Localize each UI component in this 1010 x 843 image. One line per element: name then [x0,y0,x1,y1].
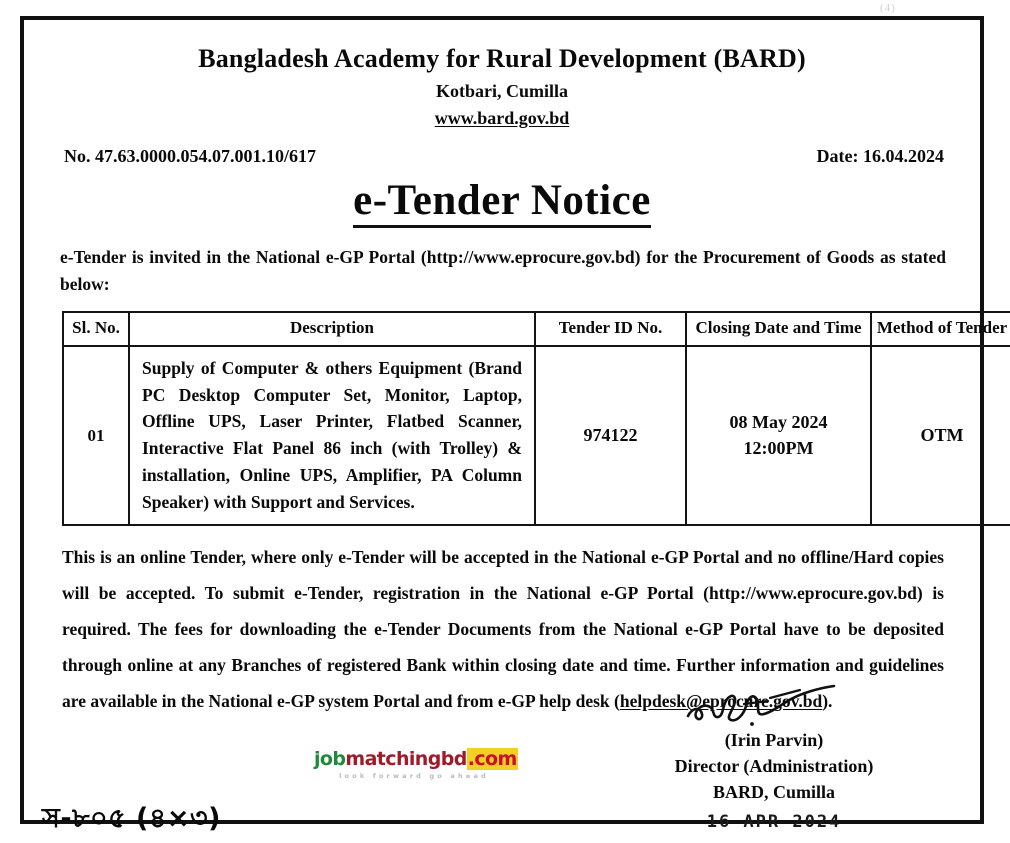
closing-date: 08 May 2024 [729,412,828,433]
watermark-part-matching: matchingbd [345,748,467,770]
cell-sl-no: 01 [63,346,129,526]
table-row [63,346,1010,526]
footer-code: স-৮০৫ (৪×৩) [42,803,221,834]
document-inner-content [24,20,1008,834]
organization-name: Bangladesh Academy for Rural Development (BARD) [198,44,806,73]
closing-time: 12:00PM [743,437,814,458]
scan-artifact-mark: (4) [880,2,896,14]
helpdesk-email-link[interactable]: helpdesk@eprocure.gov.bd [619,690,823,711]
table-header-row [63,312,1010,346]
signatory-organization: BARD, Cumilla [712,782,835,802]
signatory-designation: Director (Administration) [674,756,874,776]
organization-website-row [46,108,958,129]
memo-number-prefix: No. 47.63.0000.054.07.001.10/ [64,145,289,166]
body-paragraph-text: This is an online Tender, where only e-Tender will be accepted in the National e-GP Portal and no offline/Hard copies will be accepted. To submit e-Tender, registration in the National e-GP Portal (http://www.eprocure.gov.bd) is required. The fees for downloading the e-Tender Documents from the National e-GP Portal have to be deposited through online at any Branches of registered Bank within closing date and time. Further information and guidelines are available in the National e-GP system Portal and from e-GP help desk ( [62,547,944,711]
organization-website-link[interactable]: www.bard.gov.bd [434,107,570,128]
cell-method-of-tender: OTM [871,346,1010,526]
cell-description: Supply of Computer & others Equipment (Brand PC Desktop Computer Set, Monitor, Laptop, Offline UPS, Laser Printer, Flatbed Scanner, Interactive Flat Panel 86 inch (with Trolley) & installation, Online UPS, Amplifier, PA Column Speaker) with Support and Services. [129,346,535,526]
page-title: e-Tender Notice [353,179,651,228]
memo-date: Date: 16.04.2024 [816,145,944,166]
watermark-tagline: look forward go ahead [339,772,489,780]
watermark-part-job: job [314,748,346,770]
memo-number [64,146,316,167]
watermark-part-com: .com [467,748,517,770]
organization-location: Kotbari, Cumilla [435,80,568,101]
tender-table [62,311,1010,526]
column-header-method-of-tender: Method of Tender [871,312,1010,346]
column-header-closing-date-time: Closing Date and Time [686,312,871,346]
cell-tender-id: 974122 [535,346,686,526]
document-page [20,16,1008,834]
watermark-logo-text [314,748,517,770]
body-paragraph-tail: ). [822,690,833,711]
intro-paragraph: e-Tender is invited in the National e-GP Portal (http://www.eprocure.gov.bd) for the Procurement of Goods as stated below: [60,246,946,295]
date-stamp: 16 APR 2024 [706,812,842,832]
memo-number-suffix: 617 [289,145,316,166]
signatory-name: (Irin Parvin) [724,730,824,750]
handwritten-signature-icon [624,688,924,730]
signature-block [624,688,924,832]
reference-row [46,146,958,167]
column-header-sl-no: Sl. No. [63,312,129,346]
watermark-logo [314,748,517,780]
cell-closing-date-time [686,346,871,526]
column-header-description: Description [129,312,535,346]
page-title-wrap [46,176,958,228]
column-header-tender-id: Tender ID No. [535,312,686,346]
